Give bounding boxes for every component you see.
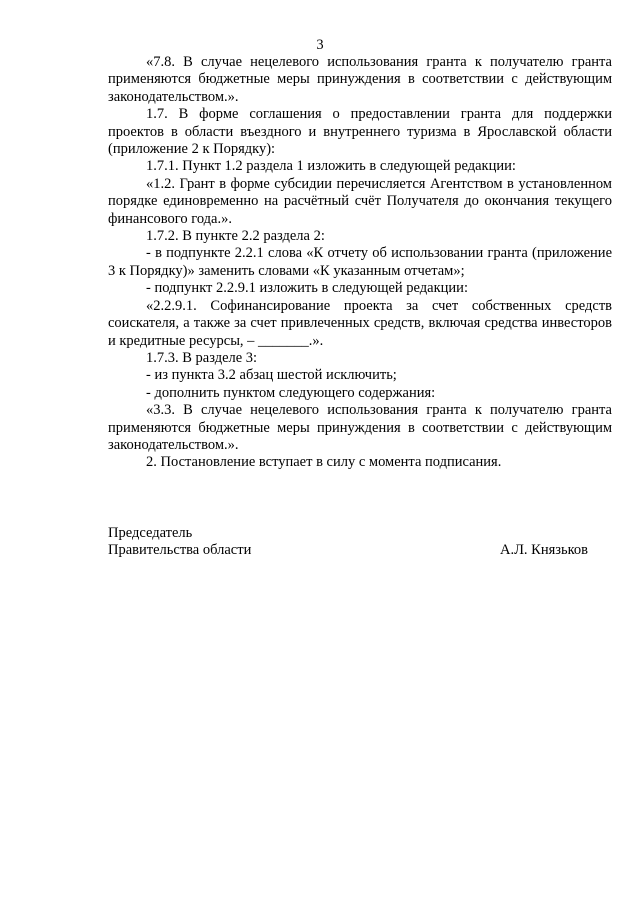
paragraph-1-7: 1.7. В форме соглашения о предоставлении гранта для поддержки проектов в области въездного и внутреннего туризма в Ярославской области (приложение 2 к Порядку): <box>108 106 612 158</box>
paragraph-1-7-2: 1.7.2. В пункте 2.2 раздела 2: <box>146 228 325 245</box>
signatory-name: А.Л. Князьков <box>499 542 588 559</box>
paragraph-1-7-3: 1.7.3. В разделе 3: <box>146 349 258 366</box>
signatory-title-line1: Председатель <box>108 525 193 541</box>
paragraph-1-2-quote: «1.2. Грант в форме субсидии перечисляется Агентством в установленном порядке единовременно на расчётный счёт Получателя до окончания текущего финансового года.». <box>108 175 612 227</box>
paragraph-2-2-9-1-intro: - подпункт 2.2.9.1 изложить в следующей редакции: <box>146 280 468 297</box>
paragraph-3-2-remove: - из пункта 3.2 абзац шестой исключить; <box>146 367 397 384</box>
paragraph-2-effective: 2. Постановление вступает в силу с момента подписания. <box>146 454 502 471</box>
paragraph-7-8: «7.8. В случае нецелевого использования гранта к получателю гранта применяются бюджетные меры принуждения в соответствии с действующим законодательством.». <box>108 54 612 105</box>
paragraph-3-3-intro: - дополнить пунктом следующего содержания: <box>146 384 436 401</box>
page-number: 3 <box>316 37 324 53</box>
signature-block <box>108 525 588 560</box>
paragraph-2-2-1-change: - в подпункте 2.2.1 слова «К отчету об использовании гранта (приложение 3 к Порядку)» заменить словами «К указанным отчетам»; <box>108 245 612 279</box>
paragraph-3-3-quote: «3.3. В случае нецелевого использования гранта к получателю гранта применяются бюджетные меры принуждения в соответствии с действующим законодательством.». <box>108 402 612 453</box>
signatory-title-line2: Правительства области <box>108 542 252 559</box>
signature-row <box>108 542 588 559</box>
paragraph-1-7-1: 1.7.1. Пункт 1.2 раздела 1 изложить в следующей редакции: <box>146 158 516 175</box>
paragraph-2-2-9-1-quote: «2.2.9.1. Софинансирование проекта за счет собственных средств соискателя, а также за счет привлеченных средств, включая средства инвесторов и кредитные ресурсы, – _______.». <box>108 297 612 349</box>
document-body <box>108 54 612 472</box>
